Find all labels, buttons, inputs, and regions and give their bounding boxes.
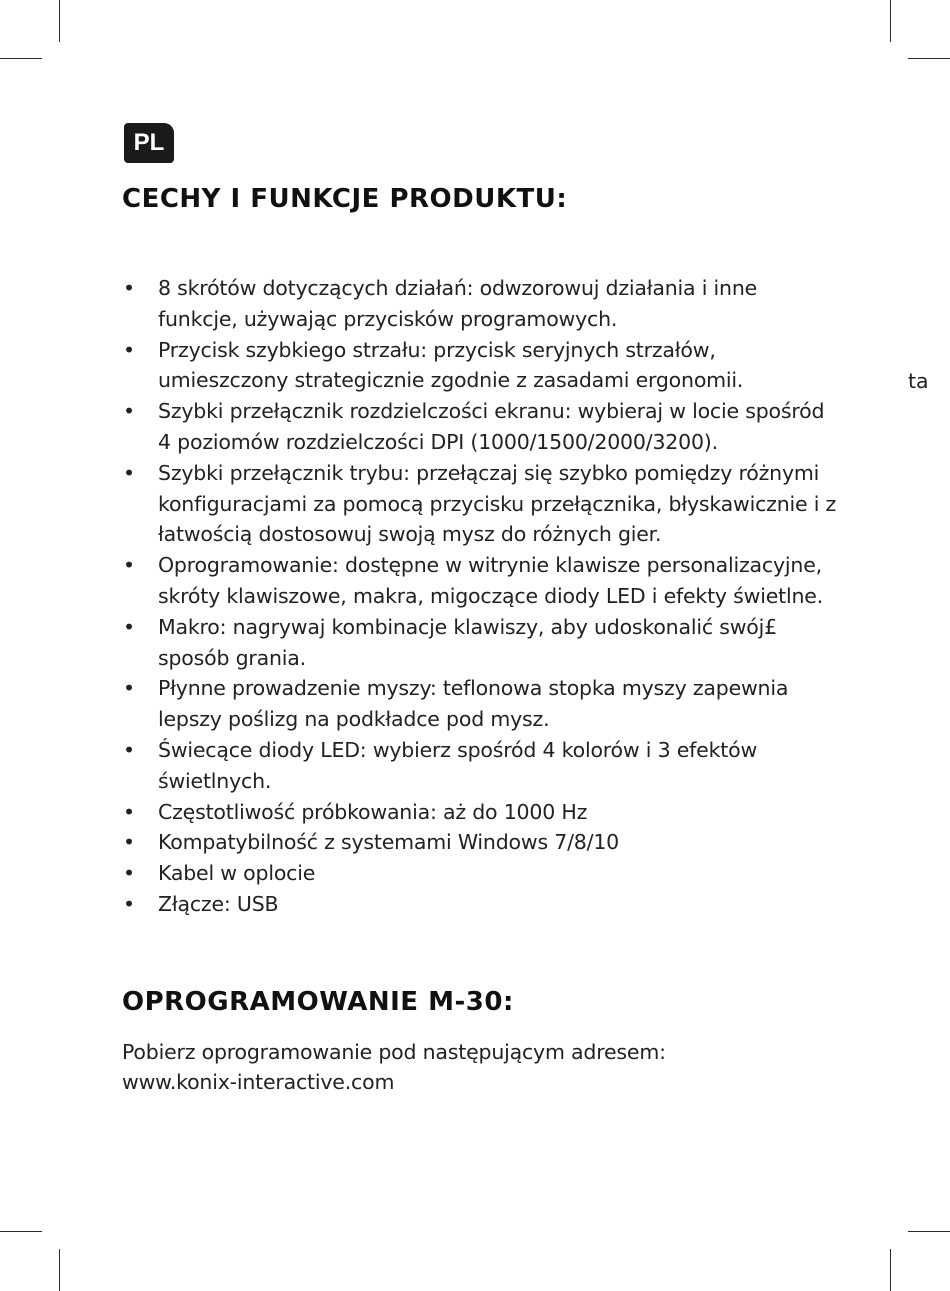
bullet-icon: •	[123, 891, 135, 916]
crop-mark-bottom-left-vertical	[59, 1249, 60, 1291]
features-list	[122, 273, 842, 920]
feature-text: Oprogramowanie: dostępne w witrynie klawisze personalizacyjne, skróty klawiszowe, makra, migoczące diody LED i efekty świetlne.	[158, 553, 823, 608]
list-item	[122, 458, 842, 550]
crop-mark-top-right-horizontal	[908, 58, 950, 59]
feature-text: Przycisk szybkiego strzału: przycisk seryjnych strzałów, umieszczony strategicznie zgodnie z zasadami ergonomii.	[158, 337, 744, 393]
software-heading: OPROGRAMOWANIE M-30:	[122, 987, 514, 1017]
bullet-icon: •	[123, 861, 135, 886]
list-item	[122, 827, 842, 858]
feature-text: Szybki przełącznik rozdzielczości ekranu: wybieraj w locie spośród 4 poziomów rozdzielczości DPI (1000/1500/2000/3200).	[158, 399, 825, 454]
list-item	[122, 550, 842, 612]
list-item	[122, 735, 842, 797]
feature-text: Makro: nagrywaj kombinacje klawiszy, aby udoskonalić swój£ sposób grania.	[158, 614, 777, 670]
feature-text: Kompatybilność z systemami Windows 7/8/10	[158, 830, 620, 855]
bullet-icon: •	[123, 737, 135, 762]
list-item	[122, 673, 842, 735]
cut-off-text-fragment: ta	[908, 369, 929, 393]
software-url: www.konix-interactive.com	[122, 1070, 395, 1094]
bullet-icon: •	[123, 553, 135, 578]
feature-text: Kabel w oplocie	[158, 861, 316, 886]
bullet-icon: •	[123, 799, 135, 824]
crop-mark-bottom-left-horizontal	[0, 1231, 42, 1232]
bullet-icon: •	[123, 337, 135, 362]
feature-text: Częstotliwość próbkowania: aż do 1000 Hz	[158, 799, 588, 824]
list-item	[122, 396, 842, 458]
bullet-icon: •	[123, 830, 135, 855]
list-item	[122, 335, 842, 397]
crop-mark-bottom-right-horizontal	[908, 1231, 950, 1232]
bullet-icon: •	[123, 276, 135, 300]
software-instructions: Pobierz oprogramowanie pod następującym adresem:	[122, 1040, 666, 1064]
list-item	[122, 889, 842, 920]
crop-mark-top-left-horizontal	[0, 58, 42, 59]
feature-text: Szybki przełącznik trybu: przełączaj się szybko pomiędzy różnymi konfiguracjami za pomocą przycisku przełącznika, błyskawicznie i z łatwością dostosowuj swoją mysz do różnych gier.	[158, 460, 837, 547]
feature-text: 8 skrótów dotyczących działań: odwzorowuj działania i inne funkcje, używając przycisków programowych.	[158, 276, 758, 331]
feature-text: Świecące diody LED: wybierz spośród 4 kolorów i 3 efektów świetlnych.	[158, 737, 758, 793]
crop-mark-top-left-vertical	[59, 0, 60, 42]
feature-text: Płynne prowadzenie myszy: teflonowa stopka myszy zapewnia lepszy poślizg na podkładce pod mysz.	[158, 676, 789, 732]
bullet-icon: •	[123, 676, 135, 701]
features-heading: CECHY I FUNKCJE PRODUKTU:	[122, 184, 568, 214]
list-item	[122, 612, 842, 674]
crop-mark-bottom-right-vertical	[890, 1249, 891, 1291]
bullet-icon: •	[123, 614, 135, 639]
list-item	[122, 273, 842, 335]
list-item	[122, 858, 842, 889]
bullet-icon: •	[123, 399, 135, 424]
crop-mark-top-right-vertical	[890, 0, 891, 42]
language-badge: PL	[124, 123, 174, 163]
list-item	[122, 797, 842, 828]
bullet-icon: •	[123, 460, 135, 485]
feature-text: Złącze: USB	[158, 891, 279, 916]
